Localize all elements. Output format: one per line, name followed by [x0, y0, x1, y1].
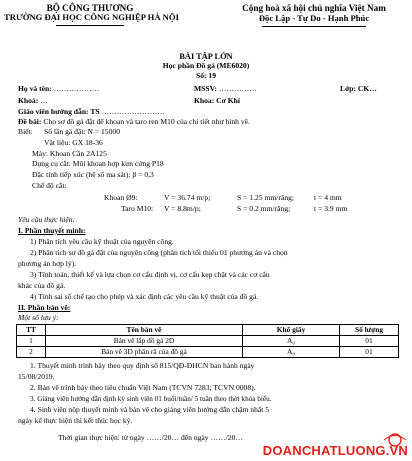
ministry-name: BỘ CÔNG THƯƠNG — [46, 3, 134, 13]
cutting-tool: Dụng cụ cắt: Mũi khoan hợp kim cứng P18 — [32, 159, 164, 168]
note-4b: ngày kể thực hiện thì kết thúc học kỳ. — [18, 416, 133, 425]
cell-tt: 1 — [17, 336, 46, 347]
drill-depth: t = 4 mm — [314, 193, 342, 202]
header-underline-right — [262, 26, 366, 27]
cutting-mode-title: Chế độ cắt: — [32, 181, 67, 190]
table-header-row — [17, 325, 399, 336]
mssv-row — [194, 85, 257, 94]
requirement-4: 4) Tính sai số chế tạo cho phép và xác định các yêu cầu kỹ thuật của đồ gá. — [30, 292, 259, 301]
topic-row — [18, 118, 250, 127]
col-header-tt: TT — [17, 325, 46, 336]
table-row — [17, 336, 399, 347]
mssv-label: MSSV: — [194, 84, 217, 93]
topic-label: Đề bài: — [18, 117, 42, 126]
course-title: Học phần Đồ gá (ME6020) — [162, 61, 250, 70]
course-value: … — [40, 96, 48, 105]
tap-depth: t = 3.9 mm — [314, 204, 348, 213]
name-label: Họ và tên: — [18, 84, 52, 93]
cell-name: Bản vẽ 3D phân rã của đồ gá — [46, 347, 243, 358]
course-row — [18, 97, 48, 106]
drawings-table — [16, 324, 399, 358]
header-underline-left — [56, 25, 124, 26]
cell-name: Bản vẽ lắp đồ gá 2D — [46, 336, 243, 347]
watermark-text: DOANCHATLUONG.VN — [262, 443, 408, 459]
requirement-2b: phương án hợp lý). — [18, 259, 77, 268]
cell-tt: 2 — [17, 347, 46, 358]
requirement-1: 1) Phân tích yêu cầu kỹ thuật của nguyên công. — [30, 237, 174, 246]
setup-count: Số lần gá đặt: N = 15000 — [44, 127, 120, 136]
col-header-name: Tên bản vẽ — [46, 325, 243, 336]
requirement-2a: 2) Phân tích sơ đồ gá đặt của nguyên công (phân tích tối thiểu 01 phương án và chọn — [30, 248, 288, 257]
part1-heading: I. Phần thuyết minh: — [18, 226, 86, 235]
known-label: Biết: — [18, 127, 33, 136]
requirement-3a: 3) Tính toán, thiết kế và lựa chọn cơ cấu định vị, cơ cấu kẹp chặt và các cơ cấu — [30, 270, 270, 279]
material: Vật liệu: GX 18-36 — [44, 138, 103, 147]
assignment-number: Số: 19 — [195, 71, 217, 80]
col-header-paper: Khổ giấy — [243, 325, 340, 336]
teacher-row — [18, 108, 164, 117]
note-4a: 4. Sinh viên nộp thuyết minh và bản vẽ cho giảng viên hướng dẫn chậm nhất 5 — [30, 405, 270, 414]
course-label: Khoá: — [18, 96, 39, 105]
teacher-value: ……………………. — [101, 107, 165, 116]
friction-coefficient: Đặc tính tiếp xúc (hệ số ma sát): β = 0,3 — [32, 170, 154, 179]
university-name: TRƯỜNG ĐẠI HỌC CÔNG NGHIỆP HÀ NỘI — [4, 12, 179, 22]
note-3: 3. Giảng viên hướng dẫn định kỳ sinh viên 01 buổi/tuần/ 5 tuần theo thời khóa biểu. — [30, 395, 272, 403]
document-title: BÀI TẬP LỚN — [179, 52, 233, 61]
deadline: Thời gian thực hiện: từ ngày ……/20… đến ngày ……/20… — [58, 433, 243, 442]
topic-text: Cho sơ đồ gá đặt để khoan và taro ren M10 của chi tiết như hình vẽ. — [43, 117, 250, 126]
machine: Máy: Khoan Cần 2A125 — [32, 149, 107, 158]
requirements-intro: Yêu cầu thực hiện: — [18, 215, 76, 224]
table-row — [17, 347, 399, 358]
notes-intro: Một số lưu ý: — [18, 313, 59, 322]
national-motto: Độc Lập - Tự Do - Hạnh Phúc — [258, 13, 370, 23]
cell-qty: 01 — [340, 347, 399, 358]
tap-mode-name: Taro M10: — [121, 204, 154, 213]
tap-speed: V = 8.8m/p; — [164, 204, 201, 213]
cell-paper: A₀ — [243, 336, 340, 347]
drill-speed: V = 36.74 m/p; — [164, 193, 211, 202]
note-1b: 15/08/2019. — [18, 372, 55, 381]
drill-mode-name: Khoan Ø9: — [104, 193, 138, 202]
mssv-value: …………… — [218, 84, 257, 93]
student-name-row — [18, 85, 99, 94]
republic-name: Cộng hoà xã hội chủ nghĩa Việt Nam — [242, 3, 386, 13]
faculty-field: Khoa: Cơ Khí — [194, 96, 240, 105]
cell-qty: 01 — [340, 336, 399, 347]
class-field: Lớp: CK… — [340, 84, 377, 93]
col-header-qty: Số lượng — [340, 325, 399, 336]
tap-feed: S = 0.2 mm/răng; — [237, 204, 291, 213]
note-1a: 1. Thuyết minh trình bày theo quy định số 815/QĐ-ĐHCN ban hành ngày — [30, 361, 255, 370]
note-2: 2. Bản vẽ trình bày theo tiêu chuẩn Việt Nam (TCVN 7283; TCVN 0008). — [30, 383, 256, 392]
requirement-3b: khác của đồ gá. — [18, 281, 66, 290]
drill-feed: S = 1.25 mm/răng; — [237, 193, 295, 202]
cell-paper: A₀ — [243, 347, 340, 358]
teacher-label: Giáo viên hướng dẫn: TS — [18, 107, 100, 116]
name-value: ……………… — [53, 84, 100, 93]
part2-heading: II. Phần bản vẽ: — [18, 303, 71, 312]
